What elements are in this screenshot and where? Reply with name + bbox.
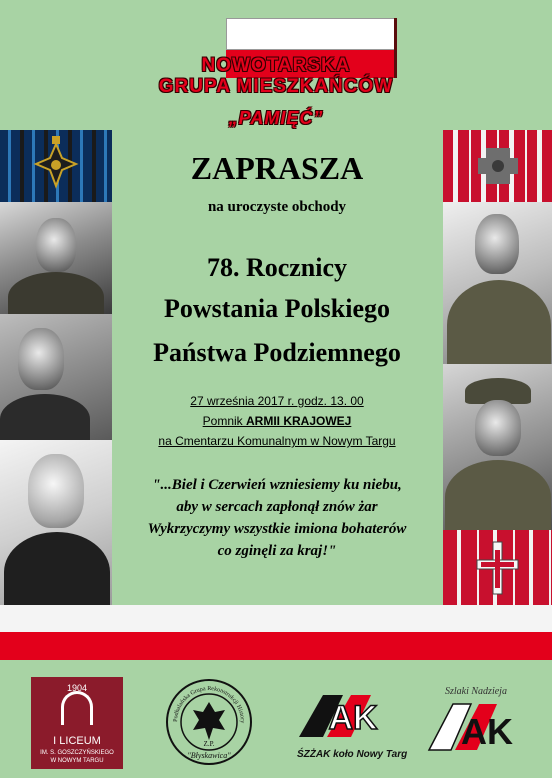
org-name-line2: GRUPA MIESZKAŃCÓW <box>158 76 394 97</box>
virtuti-ribbon-image <box>0 130 112 202</box>
event-title-line2: Powstania Polskiego <box>163 294 391 323</box>
liceum-sub2: W NOWYM TARGU <box>50 758 104 764</box>
ak-logo-text: AK <box>328 699 378 737</box>
quote-line1: "...Biel i Czerwień wzniesiemy ku niebu, <box>152 477 402 493</box>
invitation-title: ZAPRASZA <box>190 150 364 186</box>
ak2-logo-text: AK <box>461 711 513 752</box>
liceum-sub1: IM. S. GOSZCZYŃSKIEGO <box>40 750 114 756</box>
liceum-year: 1904 <box>66 683 88 693</box>
portrait-elder-photo <box>0 440 112 606</box>
flag-stripe-white <box>0 605 552 632</box>
medal-ribbon-image <box>443 530 552 606</box>
ak-caption: ŚZŻAK koło Nowy Targ <box>297 749 408 760</box>
ak-trail-logo <box>425 680 535 766</box>
seal-top-text: Podhalańska Grupa Rekonstrukcji History <box>172 685 246 724</box>
ak-association-logo <box>293 685 413 765</box>
invitation-subtitle: na uroczyste obchody <box>207 199 347 215</box>
seal-bottom-text: "Błyskawica" <box>187 751 231 760</box>
org-name-line3: „PAMIĘĆ” <box>228 108 324 128</box>
event-title-line3: Państwa Podziemnego <box>153 338 401 367</box>
event-date-time: 27 września 2017 r. godz. 13. 00 <box>190 394 364 408</box>
cross-ribbon-image <box>443 130 552 202</box>
portrait-officer-photo <box>0 202 112 314</box>
portrait-soldier-photo <box>443 202 552 364</box>
quote-line2: aby w sercach zapłonął znów żar <box>176 499 378 515</box>
event-place <box>118 414 436 428</box>
portrait-man-photo <box>0 314 112 440</box>
org-name-line1: NOWOTARSKA <box>201 55 351 76</box>
place-prefix: Pomnik <box>202 414 246 428</box>
arch-icon <box>61 691 93 725</box>
flag-stripe-red <box>0 632 552 660</box>
place-name: ARMII KRAJOWEJ <box>246 414 352 428</box>
liceum-logo <box>31 677 123 769</box>
quote-line4: co zginęli za kraj!" <box>217 543 337 559</box>
reenactment-group-seal <box>165 678 253 766</box>
quote-line3: Wykrzyczymy wszystkie imiona bohaterów <box>147 521 407 537</box>
event-title-line1: 78. Rocznicy <box>206 253 348 282</box>
ak2-script-text: Szlaki Nadzieja <box>445 686 507 697</box>
liceum-name: I LICEUM <box>53 735 101 747</box>
seal-zp: Z.P. <box>203 740 215 748</box>
portrait-general-photo <box>443 364 552 530</box>
event-place-line2: na Cmentarzu Komunalnym w Nowym Targu <box>158 434 396 448</box>
